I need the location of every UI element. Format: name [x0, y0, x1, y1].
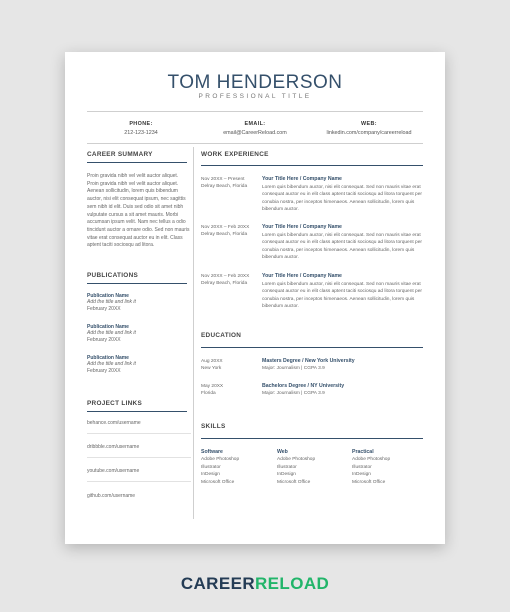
job-title: Your Title Here / Company Name — [262, 224, 342, 230]
degree-detail: Major: Journalism | CGPA 3.9 — [262, 391, 325, 397]
career-summary-text: Proin gravida nibh vel velit auctor aliquet. Proin gravida nibh vel velit auctor aliquet. Aenean sollicitudin, lorem quis bibendum auctor, nisi elit consequat ipsum, nec sagittis sem nibh id elit. Duis sed odio sit amet nibh vulputate cursus a sit amet mauris. Morbi accumsan ipsum velit. Nam nec tellus a odio tincidunt auctor a ornare odio. Sed non mauris vitae erat consequat auctor eu in elit. Class aptent taciti sociosqu ad litora. — [87, 173, 190, 249]
education-location: Florida — [201, 391, 216, 397]
job-entry — [262, 176, 424, 213]
skill-item: Microsoft Office — [201, 479, 235, 485]
logo-part-reload: RELOAD — [255, 574, 330, 593]
job-meta — [201, 176, 259, 190]
job-description: Lorem quis bibendum auctor, nisi elit consequat. Sed non mauris vitae erat consequat auctor eu in elit class aptent taciti sociosqu ad litora torquent per conubia nostra, per inceptos himenaeos. Aenean sollicitudin, lorem quis bibendum auctor. — [262, 185, 422, 212]
header-divider — [87, 111, 423, 112]
job-description: Lorem quis bibendum auctor, nisi elit consequat. Sed non mauris vitae erat consequat auctor eu in elit class aptent taciti sociosqu ad litora torquent per conubia nostra, per inceptos himenaeos. Aenean sollicitudin, lorem quis bibendum auctor. — [262, 233, 422, 260]
publication-date: February 20XX — [87, 305, 121, 312]
contact-phone-value: 212-123-1234 — [124, 130, 158, 136]
skill-item: InDesign — [201, 472, 220, 478]
publication-item — [87, 355, 191, 374]
job-title: Your Title Here / Company Name — [262, 273, 342, 279]
project-link-behance[interactable]: behance.com/username — [87, 420, 141, 426]
contact-web-value: linkedin.com/company/careerreload — [326, 130, 412, 136]
education-heading: EDUCATION — [201, 332, 242, 339]
job-meta — [201, 273, 259, 287]
publication-item — [87, 324, 191, 343]
contact-email-value: email@CareerReload.com — [223, 130, 287, 136]
resume-name: TOM HENDERSON — [167, 72, 343, 93]
resume-page — [65, 52, 445, 544]
contact-web-label: WEB: — [361, 121, 377, 127]
skill-item: Illustrator — [277, 464, 297, 470]
publication-subtitle: Add the title and link it — [87, 361, 136, 368]
column-divider — [193, 147, 194, 519]
skills-heading: SKILLS — [201, 423, 226, 430]
skill-item: Microsoft Office — [352, 479, 386, 485]
project-link-dribbble[interactable]: dribbble.com/username — [87, 444, 140, 450]
contact-phone — [81, 121, 201, 136]
career-summary-heading: CAREER SUMMARY — [87, 151, 153, 158]
skill-column-web — [277, 449, 347, 486]
skill-item: Microsoft Office — [277, 479, 311, 485]
contact-divider — [87, 143, 423, 144]
section-underline — [87, 283, 187, 284]
skill-item: InDesign — [352, 472, 371, 478]
job-title: Your Title Here / Company Name — [262, 176, 342, 182]
skill-item: InDesign — [277, 472, 296, 478]
publication-name: Publication Name — [87, 355, 129, 361]
section-underline — [201, 347, 423, 348]
job-dates: Nov 20XX – Feb 20XX — [201, 274, 250, 279]
publication-item — [87, 293, 191, 312]
section-underline — [201, 165, 423, 166]
skill-column-software — [201, 449, 271, 486]
link-divider — [87, 457, 191, 458]
skill-item: Adobe Photoshop — [201, 457, 240, 463]
section-underline — [87, 411, 187, 412]
job-dates: Nov 20XX – Feb 20XX — [201, 225, 250, 230]
section-underline — [87, 162, 187, 163]
section-underline — [201, 438, 423, 439]
publication-subtitle: Add the title and link it — [87, 299, 136, 306]
degree-detail: Major: Journalism | CGPA 3.9 — [262, 366, 325, 372]
contact-email-label: EMAIL: — [244, 121, 266, 127]
professional-title: PROFESSIONAL TITLE — [198, 93, 312, 100]
skill-item: Illustrator — [352, 464, 372, 470]
project-links-heading: PROJECT LINKS — [87, 400, 143, 407]
logo-part-career: CAREER — [180, 574, 255, 593]
contact-email — [195, 121, 315, 136]
contact-web — [309, 121, 429, 136]
degree-title: Bachelors Degree / NY University — [262, 383, 345, 389]
education-entry — [262, 358, 424, 373]
job-location: Delray Beach, Florida — [201, 232, 248, 238]
job-location: Delray Beach, Florida — [201, 281, 248, 287]
link-divider — [87, 433, 191, 434]
education-meta — [201, 358, 259, 373]
education-date: May 20XX — [201, 384, 224, 389]
skill-item: Adobe Photoshop — [277, 457, 316, 463]
publication-name: Publication Name — [87, 324, 129, 330]
job-meta — [201, 224, 259, 238]
skill-heading: Software — [201, 449, 223, 455]
project-link-youtube[interactable]: youtube.com/username — [87, 468, 140, 474]
skill-column-practical — [352, 449, 422, 486]
education-entry — [262, 383, 424, 398]
job-dates: Nov 20XX – Present — [201, 177, 245, 182]
careerreload-logo — [0, 574, 510, 594]
education-date: Aug 20XX — [201, 359, 223, 364]
publication-date: February 20XX — [87, 336, 121, 343]
contact-phone-label: PHONE: — [129, 121, 153, 127]
publications-heading: PUBLICATIONS — [87, 272, 139, 279]
job-entry — [262, 273, 424, 310]
skill-heading: Web — [277, 449, 288, 455]
link-divider — [87, 481, 191, 482]
work-experience-heading: WORK EXPERIENCE — [201, 151, 269, 158]
job-location: Delray Beach, Florida — [201, 184, 248, 190]
publication-name: Publication Name — [87, 293, 129, 299]
education-meta — [201, 383, 259, 398]
project-link-github[interactable]: github.com/username — [87, 493, 136, 499]
job-entry — [262, 224, 424, 261]
publication-subtitle: Add the title and link it — [87, 330, 136, 337]
skill-heading: Practical — [352, 449, 374, 455]
publication-date: February 20XX — [87, 367, 121, 374]
education-location: New York — [201, 366, 222, 372]
skill-item: Illustrator — [201, 464, 221, 470]
job-description: Lorem quis bibendum auctor, nisi elit consequat. Sed non mauris vitae erat consequat auctor eu in elit class aptent taciti sociosqu ad litora torquent per conubia nostra, per inceptos himenaeos. Aenean sollicitudin, lorem quis bibendum auctor. — [262, 282, 422, 309]
degree-title: Masters Degree / New York University — [262, 358, 355, 364]
skill-item: Adobe Photoshop — [352, 457, 391, 463]
